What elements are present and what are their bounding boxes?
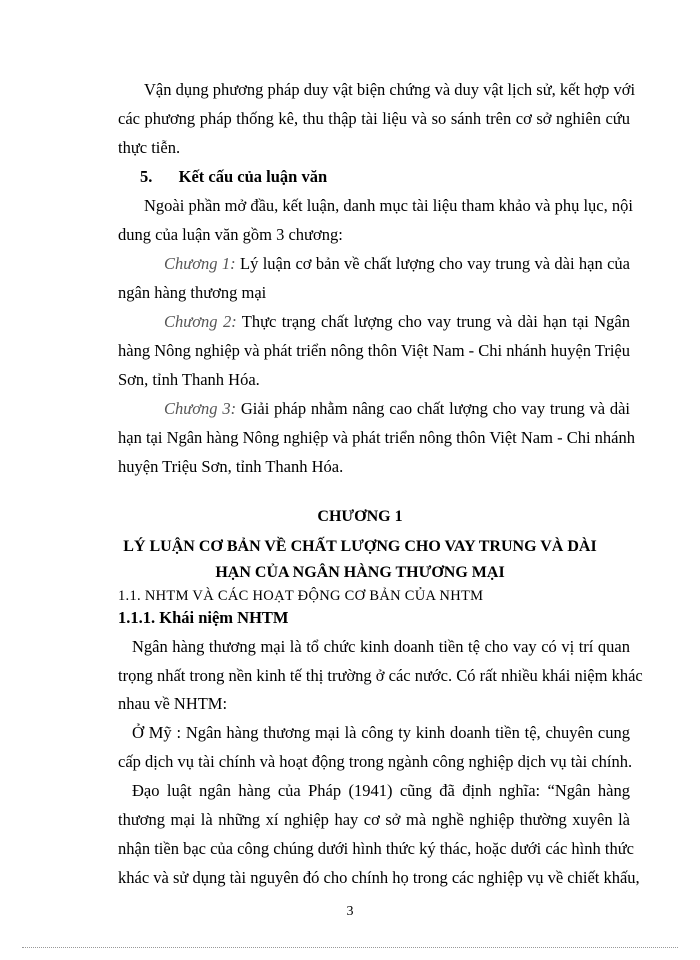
paragraph-line: ngân hàng thương mại (118, 283, 267, 302)
paragraph-line: các phương pháp thống kê, thu thập tài liệu và so sánh trên cơ sở nghiên cứu (118, 109, 630, 128)
paragraph-line: nhau về NHTM: (118, 694, 228, 713)
chapter-number: CHƯƠNG 1 (317, 508, 403, 525)
chapter-label: Chương 3: (164, 399, 237, 418)
section-number: 5. (140, 167, 153, 186)
paragraph-line: Đạo luật ngân hàng của Pháp (1941) cũng đã định nghĩa: “Ngân hàng (132, 781, 630, 800)
chapter-1-summary (164, 254, 630, 274)
paragraph-line: cấp dịch vụ tài chính và hoạt động trong ngành công nghiệp dịch vụ tài chính. (118, 752, 633, 771)
paragraph-line: huyện Triệu Sơn, tỉnh Thanh Hóa. (118, 457, 344, 476)
page-footer-divider (22, 947, 678, 948)
paragraph-line: hạn tại Ngân hàng Nông nghiệp và phát triển nông thôn Việt Nam - Chi nhánh (118, 428, 635, 447)
paragraph-line: Vận dụng phương pháp duy vật biện chứng và duy vật lịch sử, kết hợp với (144, 80, 636, 99)
paragraph-line: Ngoài phần mở đầu, kết luận, danh mục tài liệu tham khảo và phụ lục, nội (144, 196, 633, 215)
paragraph-line: khác và sử dụng tài nguyên đó cho chính họ trong các nghiệp vụ về chiết khấu, (118, 868, 640, 887)
paragraph-line: hàng Nông nghiệp và phát triển nông thôn Việt Nam - Chi nhánh huyện Triệu (118, 341, 630, 360)
paragraph-line: thương mại là những xí nghiệp hay cơ sở mà nghề nghiệp thường xuyên là (118, 810, 630, 829)
chapter-label: Chương 1: (164, 254, 236, 273)
section-5-heading (140, 167, 652, 187)
section-title: Kết cấu của luận văn (178, 167, 328, 186)
chapter-title: HẠN CỦA NGÂN HÀNG THƯƠNG MẠI (215, 564, 505, 581)
paragraph-line: Ngân hàng thương mại là tổ chức kinh doanh tiền tệ cho vay có vị trí quan (132, 637, 630, 656)
paragraph-line: Ở Mỹ : Ngân hàng thương mại là công ty kinh doanh tiền tệ, chuyên cung (132, 723, 630, 742)
chapter-label: Chương 2: (164, 312, 237, 331)
paragraph-line: dung của luận văn gồm 3 chương: (118, 225, 343, 244)
paragraph-line: thực tiễn. (118, 138, 181, 157)
chapter-2-summary (164, 312, 630, 332)
chapter-text: Thực trạng chất lượng cho vay trung và dài hạn tại Ngân (236, 312, 630, 331)
section-1-1-heading: 1.1. NHTM VÀ CÁC HOẠT ĐỘNG CƠ BẢN CỦA NHTM (118, 588, 484, 604)
paragraph-line: trọng nhất trong nền kinh tế thị trường ở các nước. Có rất nhiều khái niệm khác (118, 666, 643, 685)
chapter-title: LÝ LUẬN CƠ BẢN VỀ CHẤT LƯỢNG CHO VAY TRUNG VÀ DÀI (123, 538, 597, 555)
paragraph-line: Sơn, tỉnh Thanh Hóa. (118, 370, 260, 389)
page-number: 3 (346, 904, 354, 919)
chapter-3-summary (164, 399, 630, 419)
chapter-text: Lý luận cơ bản về chất lượng cho vay trung và dài hạn của (235, 254, 631, 273)
section-1-1-1-heading: 1.1.1. Khái niệm NHTM (118, 608, 289, 627)
paragraph-line: nhận tiền bạc của công chúng dưới hình thức ký thác, hoặc dưới các hình thức (118, 839, 634, 858)
chapter-text: Giải pháp nhằm nâng cao chất lượng cho vay trung và dài (236, 399, 630, 418)
